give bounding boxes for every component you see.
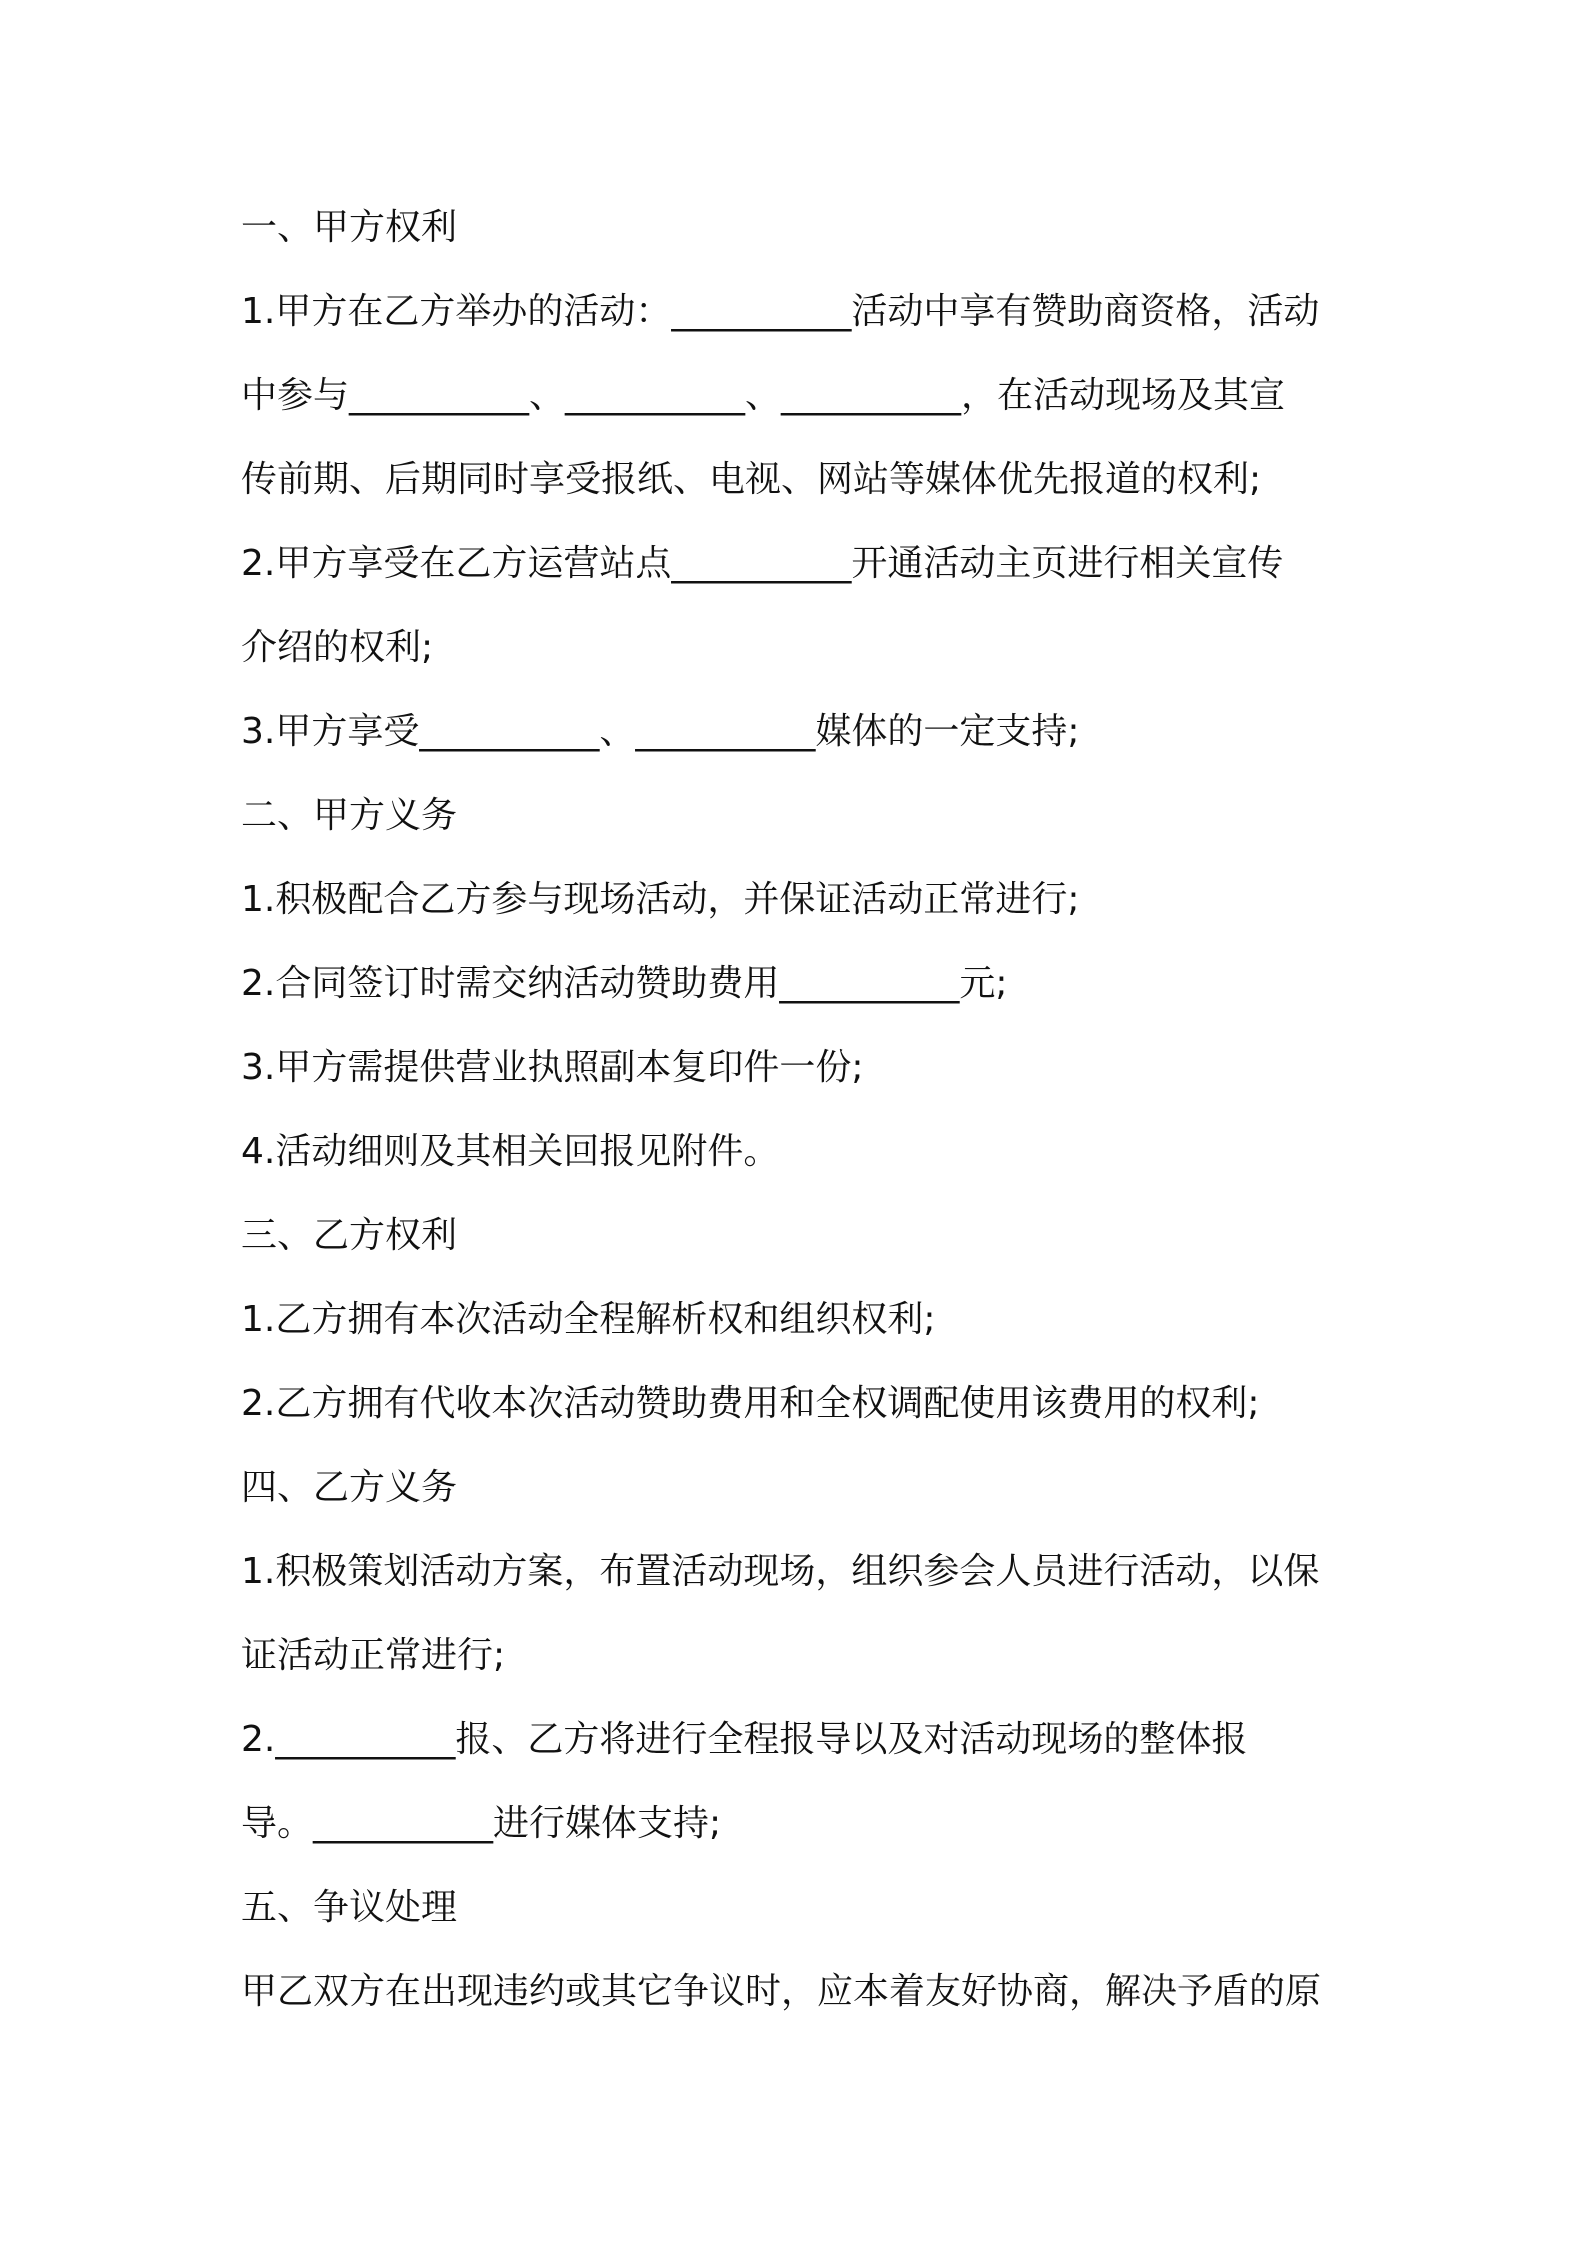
paragraph-line: 证活动正常进行; (241, 1635, 506, 1676)
paragraph-line: 传前期、后期同时享受报纸、电视、网站等媒体优先报道的权利; (241, 459, 1262, 500)
section-heading-party-a-obligations: 二、甲方义务 (241, 795, 458, 836)
paragraph-line: 1.积极策划活动方案，布置活动现场，组织参会人员进行活动，以保 (241, 1551, 1320, 1592)
paragraph-line: 1.积极配合乙方参与现场活动，并保证活动正常进行; (241, 879, 1080, 920)
paragraph-line: 2.甲方享受在乙方运营站点__________开通活动主页进行相关宣传 (241, 543, 1284, 584)
paragraph-line: 1.乙方拥有本次活动全程解析权和组织权利; (241, 1299, 936, 1340)
paragraph-line: 甲乙双方在出现违约或其它争议时，应本着友好协商，解决予盾的原 (241, 1971, 1322, 2012)
paragraph-line: 中参与__________、__________、__________，在活动现场及其宣 (241, 375, 1286, 416)
paragraph-line: 介绍的权利; (241, 627, 434, 668)
paragraph-line: 1.甲方在乙方举办的活动：__________活动中享有赞助商资格，活动 (241, 291, 1320, 332)
section-heading-party-a-rights: 一、甲方权利 (241, 207, 458, 248)
paragraph-line: 2.乙方拥有代收本次活动赞助费用和全权调配使用该费用的权利; (241, 1383, 1260, 1424)
paragraph-line: 4.活动细则及其相关回报见附件。 (241, 1131, 780, 1172)
section-heading-party-b-obligations: 四、乙方义务 (241, 1467, 458, 1508)
paragraph-line: 2.合同签订时需交纳活动赞助费用__________元; (241, 963, 1008, 1004)
paragraph-line: 3.甲方需提供营业执照副本复印件一份; (241, 1047, 864, 1088)
section-heading-dispute-resolution: 五、争议处理 (241, 1887, 458, 1928)
section-heading-party-b-rights: 三、乙方权利 (241, 1215, 458, 1256)
paragraph-line: 2.__________报、乙方将进行全程报导以及对活动现场的整体报 (241, 1719, 1248, 1760)
paragraph-line: 3.甲方享受__________、__________媒体的一定支持; (241, 711, 1080, 752)
paragraph-line: 导。__________进行媒体支持; (241, 1803, 722, 1844)
